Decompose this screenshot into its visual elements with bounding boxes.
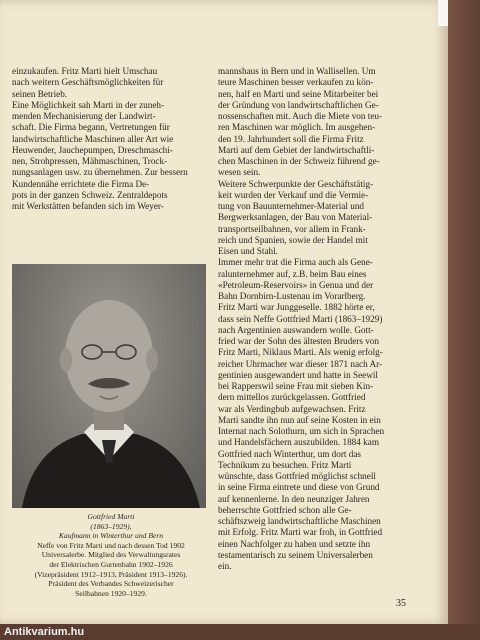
- text-line: nungsanlagen usw. zu übernehmen. Zur bessern: [12, 167, 188, 178]
- text-line: einen Nachfolger zu haben und setzte ihn: [218, 538, 371, 549]
- caption-line: Universalerbe. Mitglied des Verwaltungsrates: [41, 550, 181, 560]
- text-line: «Petroleum-Reservoirs» in Genua und der: [218, 279, 374, 290]
- text-line: ralunternehmer auf, z.B. beim Bau eines: [218, 268, 367, 279]
- text-line: teure Maschinen besser verkaufen zu kön-: [218, 77, 374, 88]
- text-line: den 19. Jahrhundert soll die Firma Fritz: [218, 133, 364, 144]
- text-line: schäftszweig landwirtschaftliche Maschinen: [218, 516, 381, 526]
- text-line: gentinien ausgewandert und hatte in Seewil: [218, 369, 378, 380]
- text-line: nach weitern Geschäftsmöglichkeiten für: [12, 77, 164, 88]
- text-line: einzukaufen. Fritz Marti hielt Umschau: [12, 66, 158, 76]
- text-line: keit wurden der Verkauf und die Vermie-: [218, 189, 369, 200]
- text-line: Immer mehr trat die Firma auch als Gene-: [218, 257, 373, 268]
- text-line: reicher Uhrmacher war dieser 1871 nach Ar-: [218, 358, 383, 369]
- caption-name: Gottfried Marti: [87, 512, 135, 521]
- text-line: tung von Bauunternehmer-Material und: [218, 201, 365, 211]
- text-line: menden Mechanisierung der Landwirt-: [12, 111, 156, 121]
- text-line: Gottfried nach Winterthur, um dort das: [218, 448, 361, 459]
- text-line: mit Erfolg. Fritz Marti war froh, in Gottfried: [218, 527, 383, 538]
- photo-caption: [14, 512, 208, 598]
- text-line: Kundennähe errichtete die Firma De-: [12, 178, 150, 189]
- text-line: mannshaus in Bern und in Wallisellen. Um: [218, 66, 376, 76]
- text-line: auf kennenlerne. In den neunziger Jahren: [218, 493, 370, 504]
- text-line: der Gründung von landwirtschaftlichen Ge-: [218, 99, 379, 110]
- text-line: Eine Möglichkeit sah Marti in der zuneh-: [12, 99, 165, 110]
- text-line: fried war der Sohn des ältesten Bruders von: [218, 336, 379, 346]
- text-line: dern mittellos zurückgelassen. Gottfried: [218, 392, 366, 403]
- text-line: Weitere Schwerpunkte der Geschäftstätig-: [218, 178, 374, 189]
- text-line: dass sein Neffe Gottfried Marti (1863–1929): [218, 313, 383, 324]
- text-line: reich und Spanien, sowie der Handel mit: [218, 234, 368, 245]
- text-line: chen Maschinen in der Schweiz führend ge-: [218, 156, 380, 166]
- caption-role: Kaufmann in Winterthur und Bern: [58, 531, 164, 541]
- text-line: Bergwerksanlagen, der Bau von Material-: [218, 212, 373, 223]
- watermark-text: Antikvarium.hu: [4, 626, 85, 638]
- caption-line: der Elektrischen Gurtenbahn 1902–1926: [49, 559, 173, 569]
- text-line: und Handelsfächern auszubilden. 1884 kam: [218, 437, 379, 448]
- caption-line: Neffe von Fritz Marti und nach dessen Tod 1902: [37, 540, 185, 550]
- left-column: [12, 66, 212, 212]
- text-line: landwirtschaftliche Maschinen aller Art wie: [12, 133, 174, 144]
- text-line: Technikum zu besuchen. Fritz Marti: [218, 459, 352, 470]
- text-line: nossenschaften mit. Auch die Miete von teu-: [218, 111, 383, 121]
- caption-line: Seilbahnen 1920–1929.: [75, 588, 147, 598]
- text-line: testamentarisch zu seinem Universalerben: [218, 549, 373, 560]
- text-line: pots in der ganzen Schweiz. Zentraldepots: [12, 189, 168, 200]
- text-line: Fritz Marti war Junggeselle. 1882 hörte er,: [218, 302, 375, 313]
- text-line: Heuwender, Jauchepumpen, Dreschmaschi-: [12, 144, 173, 155]
- text-line: nach Argentinien auswandern wolle. Gott-: [218, 324, 374, 335]
- text-line: Internat nach Solothurn, um sich in Sprachen: [218, 426, 385, 436]
- text-line: ein.: [218, 561, 232, 571]
- right-column: [218, 66, 426, 572]
- text-line: Marti auf dem Gebiet der landwirtschaftli-: [218, 144, 375, 155]
- text-line: wesen sein.: [218, 167, 261, 178]
- caption-line: Präsident des Verbandes Schweizerischer: [48, 579, 174, 589]
- text-line: nen, half en Marti und seine Mitarbeiter bei: [218, 88, 379, 99]
- text-line: beherrschte Gottfried schon alle Ge-: [218, 504, 352, 515]
- text-line: war als Verdingbub aufgewachsen. Fritz: [218, 403, 366, 414]
- text-line: seinen Betrieb.: [12, 88, 68, 99]
- text-line: Eisen und Stahl.: [218, 246, 278, 256]
- text-line: in seine Firma eintrete und diese von Grund: [218, 482, 380, 493]
- text-line: bei Rapperswil seine Frau mit sieben Kin-: [218, 381, 374, 391]
- book-edge: [448, 0, 480, 624]
- portrait-photo: [12, 264, 206, 508]
- text-line: Marti sandte ihn nun auf seine Kosten in ein: [218, 414, 381, 425]
- page-number: 35: [396, 598, 406, 609]
- text-line: Bahn Dornbirn-Lustenau im Vorarlberg.: [218, 291, 366, 301]
- text-line: schaft. Die Firma begann, Vertretungen für: [12, 122, 170, 133]
- text-line: nen, Strohpressen, Mähmaschinen, Trock-: [12, 156, 168, 166]
- text-line: mit Werkstätten befanden sich im Weyer-: [12, 201, 164, 211]
- page-corner: [438, 0, 448, 26]
- text-line: ren Maschinen war möglich. Im ausgehen-: [218, 122, 376, 133]
- caption-line: (Vizepräsident 1912–1913, Präsident 1913–1926).: [34, 569, 188, 579]
- caption-years: (1863–1929),: [90, 521, 132, 531]
- text-line: wünschte, dass Gottfried möglichst schnell: [218, 471, 376, 481]
- text-line: transportseilbahnen, vor allem in Frank-: [218, 223, 366, 234]
- text-line: Fritz Marti, Niklaus Marti. Als wenig erfolg-: [218, 347, 383, 358]
